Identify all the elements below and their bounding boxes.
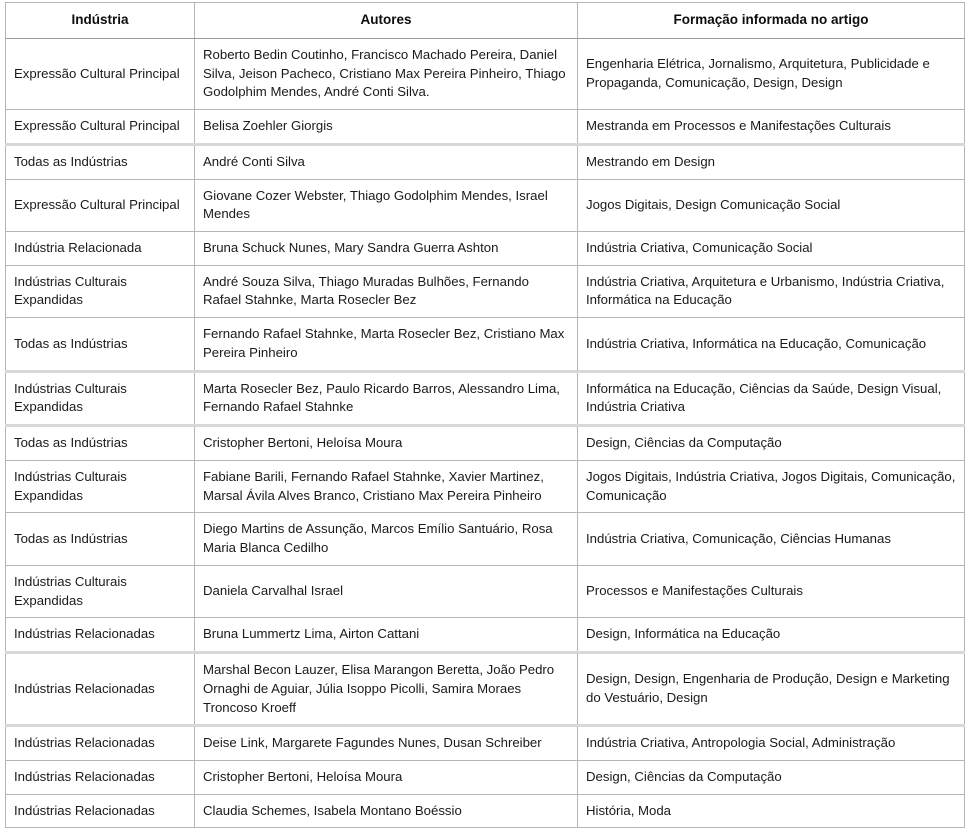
- cell-autores: [195, 179, 578, 231]
- cell-formacao: [578, 794, 965, 828]
- cell-text-autores: Marta Rosecler Bez, Paulo Ricardo Barros, Alessandro Lima, Fernando Rafael Stahnke: [203, 380, 560, 415]
- cell-industria: [6, 794, 195, 828]
- cell-text-autores: Deise Link, Margarete Fagundes Nunes, Dusan Schreiber: [203, 735, 542, 751]
- cell-text-autores: Cristopher Bertoni, Heloísa Moura: [203, 768, 403, 784]
- cell-autores: [195, 460, 578, 512]
- table-row: [6, 460, 965, 512]
- table-header-row: [6, 3, 965, 39]
- cell-text-formacao: Jogos Digitais, Design Comunicação Social: [586, 196, 841, 212]
- cell-formacao: [578, 460, 965, 512]
- cell-industria: [6, 265, 195, 317]
- cell-formacao: [578, 38, 965, 109]
- table-row: [6, 426, 965, 461]
- cell-text-autores: Claudia Schemes, Isabela Montano Boéssio: [203, 802, 462, 818]
- cell-text-formacao: Informática na Educação, Ciências da Saúde, Design Visual, Indústria Criativa: [586, 380, 942, 415]
- cell-formacao: [578, 726, 965, 761]
- cell-text-industria: Todas as Indústrias: [14, 335, 128, 351]
- cell-text-industria: Indústrias Relacionadas: [14, 802, 155, 818]
- cell-industria: [6, 653, 195, 726]
- cell-text-autores: Diego Martins de Assunção, Marcos Emílio Santuário, Rosa Maria Blanca Cedilho: [203, 521, 553, 556]
- cell-text-autores: Fabiane Barili, Fernando Rafael Stahnke, Xavier Martinez, Marsal Ávila Alves Branco, Cristiano Max Pereira Pinheiro: [203, 468, 544, 503]
- cell-autores: [195, 371, 578, 425]
- cell-industria: [6, 726, 195, 761]
- cell-text-autores: Belisa Zoehler Giorgis: [203, 118, 333, 134]
- cell-autores: [195, 653, 578, 726]
- cell-autores: [195, 726, 578, 761]
- table-row: [6, 179, 965, 231]
- cell-text-industria: Todas as Indústrias: [14, 435, 128, 451]
- cell-industria: [6, 760, 195, 794]
- cell-autores: [195, 318, 578, 371]
- cell-formacao: [578, 232, 965, 266]
- table-row: [6, 760, 965, 794]
- cell-autores: [195, 110, 578, 145]
- cell-industria: [6, 110, 195, 145]
- cell-text-industria: Indústrias Culturais Expandidas: [14, 468, 127, 503]
- table-header: [6, 3, 965, 39]
- cell-text-formacao: Indústria Criativa, Informática na Educação, Comunicação: [586, 335, 927, 351]
- table-row: [6, 144, 965, 179]
- cell-text-formacao: Engenharia Elétrica, Jornalismo, Arquitetura, Publicidade e Propaganda, Comunicação, Design, Design: [586, 56, 930, 90]
- cell-text-autores: Cristopher Bertoni, Heloísa Moura: [203, 435, 403, 451]
- cell-text-industria: Expressão Cultural Principal: [14, 118, 180, 134]
- cell-text-industria: Indústrias Relacionadas: [14, 626, 155, 642]
- cell-text-autores: Giovane Cozer Webster, Thiago Godolphim Mendes, Israel Mendes: [203, 187, 548, 222]
- column-header-industria: Indústria: [6, 3, 195, 39]
- cell-formacao: [578, 565, 965, 617]
- cell-autores: [195, 513, 578, 565]
- cell-text-autores: André Souza Silva, Thiago Muradas Bulhões, Fernando Rafael Stahnke, Marta Rosecler Bez: [203, 273, 529, 308]
- cell-text-formacao: Processos e Manifestações Culturais: [586, 583, 803, 599]
- cell-industria: [6, 426, 195, 461]
- table-row: [6, 653, 965, 726]
- cell-text-industria: Expressão Cultural Principal: [14, 65, 180, 81]
- cell-formacao: [578, 265, 965, 317]
- cell-industria: [6, 38, 195, 109]
- cell-text-formacao: Indústria Criativa, Arquitetura e Urbanismo, Indústria Criativa, Informática na Educação: [586, 273, 945, 308]
- column-header-formacao: Formação informada no artigo: [578, 3, 965, 39]
- cell-text-autores: Fernando Rafael Stahnke, Marta Rosecler Bez, Cristiano Max Pereira Pinheiro: [203, 326, 565, 360]
- cell-industria: [6, 371, 195, 425]
- cell-formacao: [578, 513, 965, 565]
- cell-text-industria: Todas as Indústrias: [14, 153, 128, 169]
- column-header-autores: Autores: [195, 3, 578, 39]
- table-row: [6, 318, 965, 371]
- cell-text-autores: Bruna Schuck Nunes, Mary Sandra Guerra Ashton: [203, 240, 499, 256]
- table-row: [6, 232, 965, 266]
- cell-autores: [195, 265, 578, 317]
- cell-text-industria: Indústrias Relacionadas: [14, 768, 155, 784]
- table-row: [6, 371, 965, 425]
- cell-autores: [195, 426, 578, 461]
- table-row: [6, 38, 965, 109]
- cell-formacao: [578, 110, 965, 145]
- cell-text-formacao: Indústria Criativa, Antropologia Social, Administração: [586, 735, 896, 751]
- cell-text-autores: Roberto Bedin Coutinho, Francisco Machado Pereira, Daniel Silva, Jeison Pacheco, Cristiano Max Pereira Pinheiro, Thiago Godolphim Mendes, André Conti Silva.: [203, 46, 566, 100]
- cell-text-formacao: Design, Design, Engenharia de Produção, Design e Marketing do Vestuário, Design: [586, 671, 950, 706]
- cell-text-autores: André Conti Silva: [203, 153, 305, 169]
- cell-text-industria: Indústrias Relacionadas: [14, 735, 155, 751]
- cell-industria: [6, 232, 195, 266]
- table-row: [6, 110, 965, 145]
- cell-industria: [6, 513, 195, 565]
- cell-formacao: [578, 618, 965, 653]
- cell-text-formacao: Design, Informática na Educação: [586, 626, 781, 642]
- cell-text-formacao: Design, Ciências da Computação: [586, 435, 782, 451]
- cell-autores: [195, 794, 578, 828]
- cell-text-formacao: Indústria Criativa, Comunicação, Ciências Humanas: [586, 530, 891, 546]
- cell-text-industria: Indústrias Relacionadas: [14, 680, 155, 696]
- table-row: [6, 265, 965, 317]
- cell-industria: [6, 460, 195, 512]
- cell-formacao: [578, 426, 965, 461]
- cell-text-industria: Todas as Indústrias: [14, 530, 128, 546]
- cell-formacao: [578, 179, 965, 231]
- cell-formacao: [578, 653, 965, 726]
- cell-text-autores: Bruna Lummertz Lima, Airton Cattani: [203, 626, 420, 642]
- cell-text-industria: Indústria Relacionada: [14, 240, 142, 256]
- cell-autores: [195, 144, 578, 179]
- cell-autores: [195, 565, 578, 617]
- table-row: [6, 794, 965, 828]
- cell-text-industria: Indústrias Culturais Expandidas: [14, 273, 127, 308]
- table-body: [6, 38, 965, 828]
- table-row: [6, 726, 965, 761]
- cell-text-formacao: Design, Ciências da Computação: [586, 768, 782, 784]
- cell-industria: [6, 618, 195, 653]
- cell-text-autores: Marshal Becon Lauzer, Elisa Marangon Beretta, João Pedro Ornaghi de Aguiar, Júlia Isoppo Picolli, Samira Moraes Troncoso Kroeff: [203, 662, 555, 715]
- cell-text-industria: Indústrias Culturais Expandidas: [14, 380, 127, 415]
- cell-industria: [6, 565, 195, 617]
- cell-autores: [195, 760, 578, 794]
- cell-formacao: [578, 144, 965, 179]
- cell-text-formacao: Jogos Digitais, Indústria Criativa, Jogos Digitais, Comunicação, Comunicação: [586, 468, 956, 503]
- cell-text-formacao: Mestrando em Design: [586, 153, 716, 169]
- cell-text-formacao: História, Moda: [586, 802, 672, 818]
- cell-text-industria: Expressão Cultural Principal: [14, 196, 180, 212]
- cell-text-formacao: Indústria Criativa, Comunicação Social: [586, 240, 813, 256]
- cell-autores: [195, 618, 578, 653]
- cell-text-industria: Indústrias Culturais Expandidas: [14, 573, 127, 608]
- cell-text-autores: Daniela Carvalhal Israel: [203, 583, 344, 599]
- table-row: [6, 513, 965, 565]
- cell-industria: [6, 318, 195, 371]
- cell-autores: [195, 232, 578, 266]
- cell-industria: [6, 144, 195, 179]
- table-row: [6, 618, 965, 653]
- cell-formacao: [578, 318, 965, 371]
- cell-autores: [195, 38, 578, 109]
- cell-formacao: [578, 371, 965, 425]
- authors-industry-table: [5, 2, 965, 828]
- cell-industria: [6, 179, 195, 231]
- cell-formacao: [578, 760, 965, 794]
- cell-text-formacao: Mestranda em Processos e Manifestações Culturais: [586, 118, 891, 134]
- table-row: [6, 565, 965, 617]
